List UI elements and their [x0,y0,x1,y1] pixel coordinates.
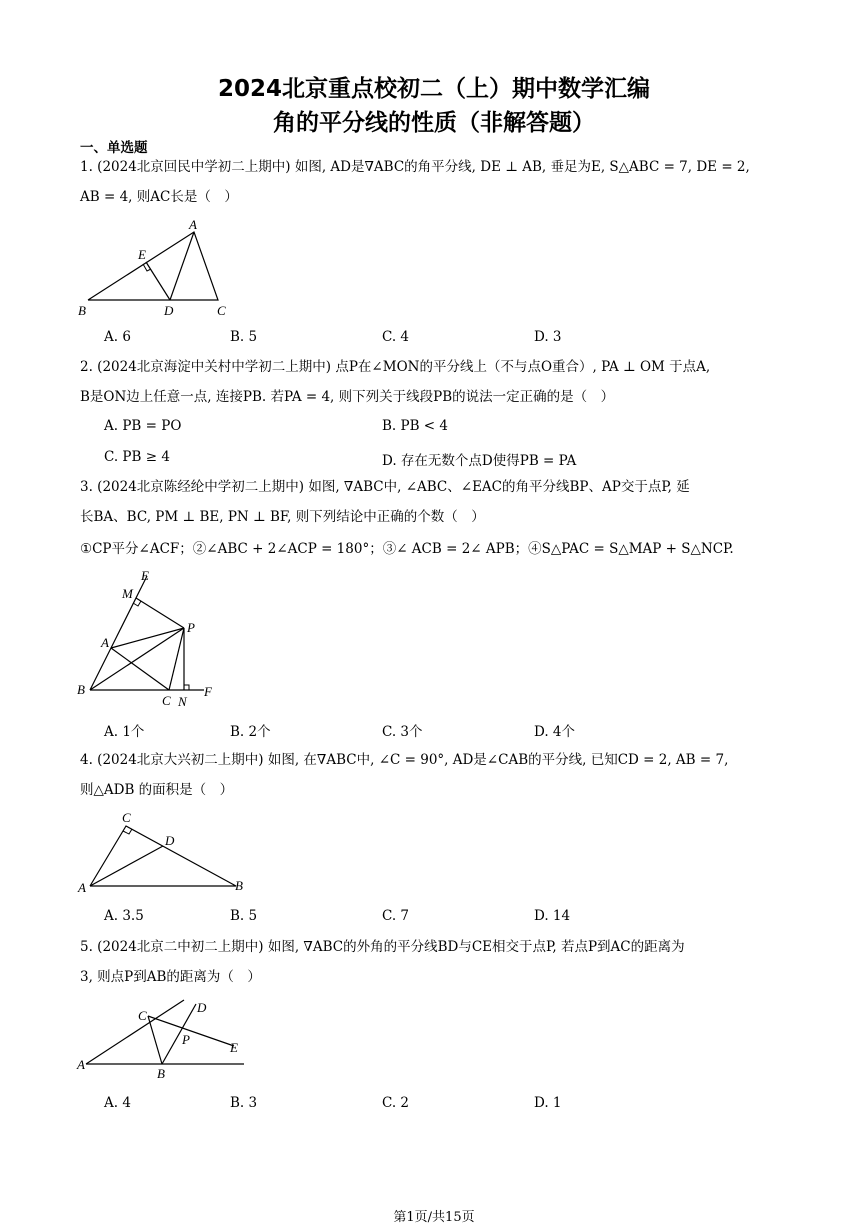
q1-label-B: B [78,303,86,318]
q3-option-d[interactable]: D. 4个 [534,724,576,740]
q3-label-E: E [141,568,149,583]
q5-label-P: P [182,1032,190,1047]
q5-label-A: A [77,1057,85,1072]
q2-line1: 2. (2024北京海淀中关村中学初二上期中) 点P在∠MON的平分线上（不与点O重合）, PA ⊥ OM 于点A, [80,359,711,375]
q1-figure [78,216,258,320]
q5-label-D: D [197,1000,207,1015]
q5-label-B: B [157,1066,165,1081]
q3-label-A: A [101,635,109,650]
q4-figure [76,808,256,900]
q1-line1: 1. (2024北京回民中学初二上期中) 如图, AD是∇ABC的角平分线, DE ⊥ AB, 垂足为E, S△ABC = 7, DE = 2, [80,159,750,175]
q4-line1: 4. (2024北京大兴初二上期中) 如图, 在∇ABC中, ∠C = 90°, AD是∠CAB的平分线, 已知CD = 2, AB = 7, [80,752,729,768]
q2-option-a[interactable]: A. PB = PO [104,418,182,434]
q5-figure [74,996,254,1082]
q4-line2: 则△ADB 的面积是（ ） [80,782,234,798]
q1-option-b[interactable]: B. 5 [230,329,258,345]
q4-option-d[interactable]: D. 14 [534,908,571,924]
q5-line1: 5. (2024北京二中初二上期中) 如图, ∇ABC的外角的平分线BD与CE相交于点P, 若点P到AC的距离为 [80,939,685,955]
q4-label-A: A [78,880,86,895]
q4-option-c[interactable]: C. 7 [382,908,410,924]
q3-option-b[interactable]: B. 2个 [230,724,271,740]
q3-option-c[interactable]: C. 3个 [382,724,423,740]
q1-label-C: C [217,303,226,318]
q2-option-b[interactable]: B. PB < 4 [382,418,448,434]
q4-label-C: C [122,810,131,825]
q5-option-b[interactable]: B. 3 [230,1095,258,1111]
q3-label-P: P [187,620,195,635]
section-heading: 一、单选题 [80,140,148,156]
q4-option-a[interactable]: A. 3.5 [104,908,144,924]
q2-line2: B是ON边上任意一点, 连接PB. 若PA = 4, 则下列关于线段PB的说法一定正确的是（ ） [80,389,615,405]
q1-option-a[interactable]: A. 6 [104,329,131,345]
q3-label-M: M [122,586,133,601]
q3-label-B: B [77,682,85,697]
q5-option-a[interactable]: A. 4 [104,1095,131,1111]
q5-label-E: E [230,1040,238,1055]
page-footer: 第1页/共15页 [393,1210,475,1225]
q3-label-C: C [162,693,171,708]
q2-option-c[interactable]: C. PB ≥ 4 [104,449,170,465]
q4-label-D: D [165,833,175,848]
q1-option-c[interactable]: C. 4 [382,329,410,345]
doc-title-line2: 角的平分线的性质（非解答题） [273,110,595,136]
q4-option-b[interactable]: B. 5 [230,908,258,924]
q5-line2: 3, 则点P到AB的距离为（ ） [80,969,261,985]
q1-line2: AB = 4, 则AC长是（ ） [80,189,238,205]
q5-option-d[interactable]: D. 1 [534,1095,562,1111]
q1-option-d[interactable]: D. 3 [534,329,562,345]
q3-figure [72,568,222,710]
q3-line2: 长BA、BC, PM ⊥ BE, PN ⊥ BF, 则下列结论中正确的个数（ ） [80,509,485,525]
q4-label-B: B [235,878,243,893]
q1-label-D: D [164,303,174,318]
q3-line1: 3. (2024北京陈经纶中学初二上期中) 如图, ∇ABC中, ∠ABC、∠EAC的角平分线BP、AP交于点P, 延 [80,479,690,495]
q1-label-A: A [189,217,197,232]
q2-option-d[interactable]: D. 存在无数个点D使得PB = PA [382,453,577,469]
q3-option-a[interactable]: A. 1个 [104,724,145,740]
q3-label-N: N [178,694,187,709]
q3-line3: ①CP平分∠ACF；②∠ABC + 2∠ACP = 180°；③∠ ACB = 2∠ APB；④S△PAC = S△MAP + S△NCP. [80,541,734,557]
q5-option-c[interactable]: C. 2 [382,1095,410,1111]
q3-label-F: F [204,684,212,699]
doc-title-line1: 2024北京重点校初二（上）期中数学汇编 [217,76,650,102]
q5-label-C: C [138,1008,147,1023]
q1-label-E: E [138,247,146,262]
